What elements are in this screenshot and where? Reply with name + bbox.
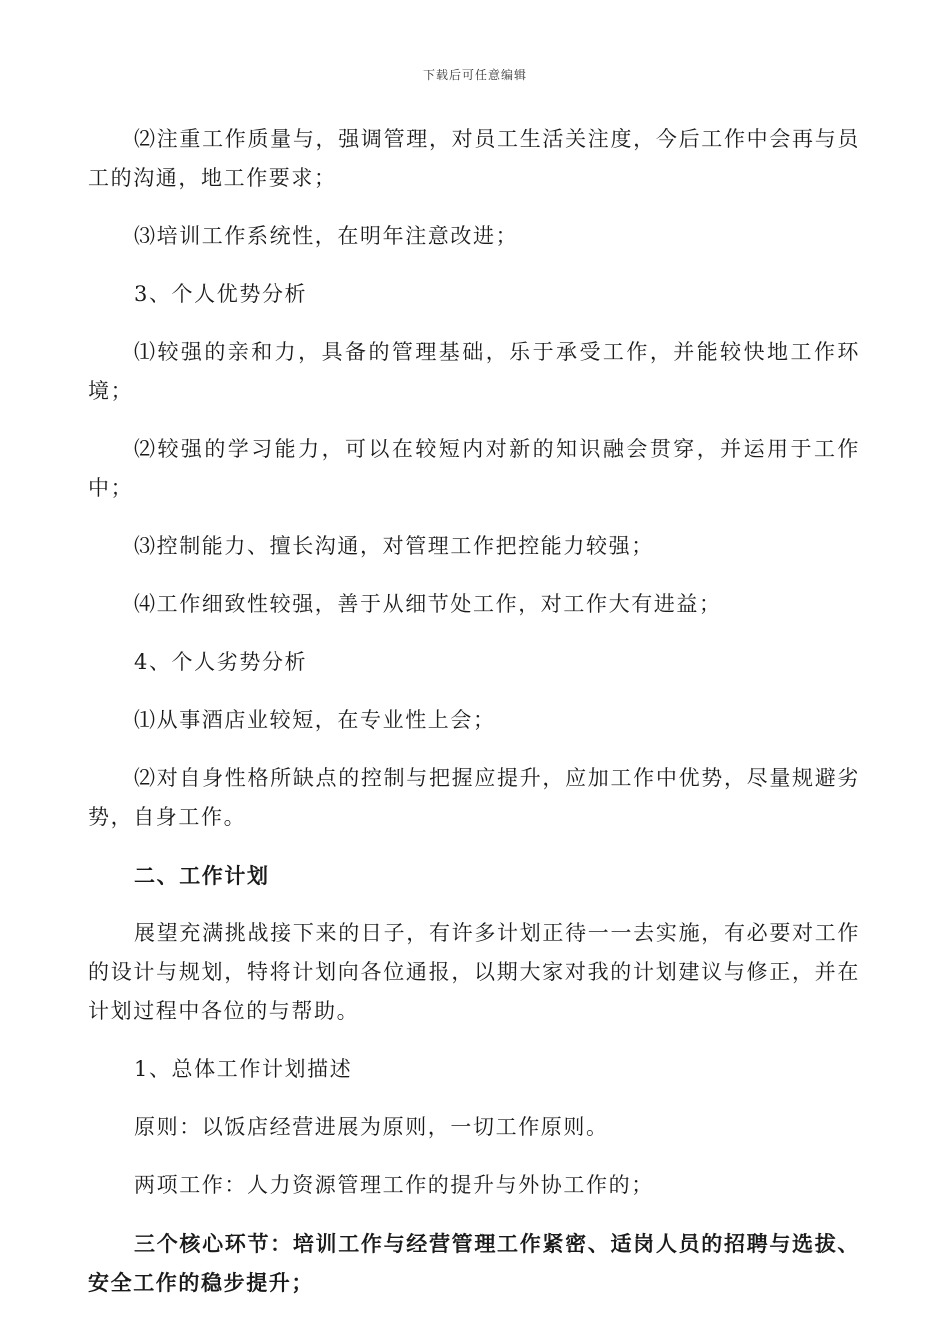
paragraph: ⑵注重工作质量与，强调管理，对员工生活关注度，今后工作中会再与员工的沟通，地工作要求； [88, 127, 860, 190]
section-heading: 4、个人劣势分析 [134, 650, 308, 674]
paragraph: 原则：以饭店经营进展为原则，一切工作原则。 [134, 1115, 609, 1139]
chapter-heading: 二、工作计划 [134, 863, 270, 888]
paragraph-bold: 三个核心环节：培训工作与经营管理工作紧密、适岗人员的招聘与选拔、安全工作的稳步提升； [88, 1231, 860, 1295]
paragraph: ⑷工作细致性较强，善于从细节处工作，对工作大有进益； [134, 592, 722, 616]
paragraph: ⑵较强的学习能力，可以在较短内对新的知识融会贯穿，并运用于工作中； [88, 437, 860, 500]
paragraph: ⑵对自身性格所缺点的控制与把握应提升，应加工作中优势，尽量规避劣势，自身工作。 [88, 766, 860, 829]
paragraph: 两项工作：人力资源管理工作的提升与外协工作的； [134, 1173, 654, 1197]
section-heading: 1、总体工作计划描述 [134, 1057, 353, 1081]
paragraph: ⑶培训工作系统性，在明年注意改进； [134, 224, 519, 248]
document-body [88, 120, 860, 1302]
page-header: 下载后可任意编辑 [422, 68, 527, 82]
section-heading: 3、个人优势分析 [134, 282, 308, 306]
paragraph: 展望充满挑战接下来的日子，有许多计划正待一一去实施，有必要对工作的设计与规划，特将计划向各位通报，以期大家对我的计划建议与修正，并在计划过程中各位的与帮助。 [88, 921, 860, 1023]
paragraph: ⑴较强的亲和力，具备的管理基础，乐于承受工作，并能较快地工作环境； [88, 340, 860, 403]
paragraph: ⑴从事酒店业较短，在专业性上会； [134, 708, 496, 732]
paragraph: ⑶控制能力、擅长沟通，对管理工作把控能力较强； [134, 534, 654, 558]
